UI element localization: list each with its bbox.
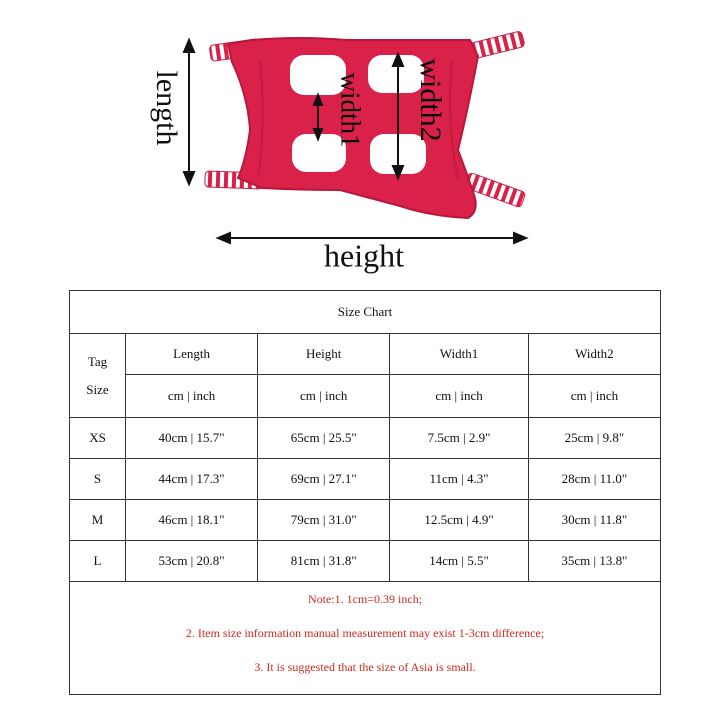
unit-label: cm | inch (390, 375, 529, 418)
size-cell: S (70, 459, 126, 500)
width2-cell: 25cm | 9.8" (528, 418, 660, 459)
column-header-length: Length (126, 334, 258, 375)
tag-label: Tag (87, 353, 108, 369)
height-cell: 69cm | 27.1" (258, 459, 390, 500)
width1-cell: 14cm | 5.5" (390, 541, 529, 582)
note-1: Note:1. 1cm=0.39 inch; (307, 592, 423, 606)
size-cell: XS (70, 418, 126, 459)
height-cell: 65cm | 25.5" (258, 418, 390, 459)
length-cell: 40cm | 15.7" (126, 418, 258, 459)
note-3: 3. It is suggested that the size of Asia is small. (254, 660, 476, 674)
length-arrow (184, 40, 194, 184)
width2-label: width2 (414, 58, 447, 142)
length-cell: 53cm | 20.8" (126, 541, 258, 582)
width2-cell: 30cm | 11.8" (528, 500, 660, 541)
table-row (70, 459, 661, 500)
table-row (70, 500, 661, 541)
size-cell: L (70, 541, 126, 582)
width2-cell: 28cm | 11.0" (528, 459, 660, 500)
height-cell: 81cm | 31.8" (258, 541, 390, 582)
size-cell: M (70, 500, 126, 541)
length-cell: 44cm | 17.3" (126, 459, 258, 500)
unit-label: cm | inch (528, 375, 660, 418)
harness-diagram (0, 0, 720, 290)
width2-cell: 35cm | 13.8" (528, 541, 660, 582)
length-cell: 46cm | 18.1" (126, 500, 258, 541)
column-header-height: Height (258, 334, 390, 375)
note-2: 2. Item size information manual measurement may exist 1-3cm difference; (185, 626, 545, 640)
width1-cell: 12.5cm | 4.9" (390, 500, 529, 541)
unit-label: cm | inch (258, 375, 390, 418)
notes-cell (70, 582, 661, 695)
width1-cell: 11cm | 4.3" (390, 459, 529, 500)
height-label: height (324, 237, 404, 274)
column-header-width1: Width1 (390, 334, 529, 375)
width1-label: width1 (335, 72, 366, 148)
size-chart-table (69, 290, 661, 695)
size-label: Size (86, 381, 109, 397)
height-cell: 79cm | 31.0" (258, 500, 390, 541)
width1-cell: 7.5cm | 2.9" (390, 418, 529, 459)
length-label: length (150, 70, 183, 146)
tag-size-header (70, 334, 126, 418)
unit-label: cm | inch (126, 375, 258, 418)
table-row (70, 418, 661, 459)
column-header-width2: Width2 (528, 334, 660, 375)
size-chart-title: Size Chart (70, 291, 661, 334)
table-row (70, 541, 661, 582)
